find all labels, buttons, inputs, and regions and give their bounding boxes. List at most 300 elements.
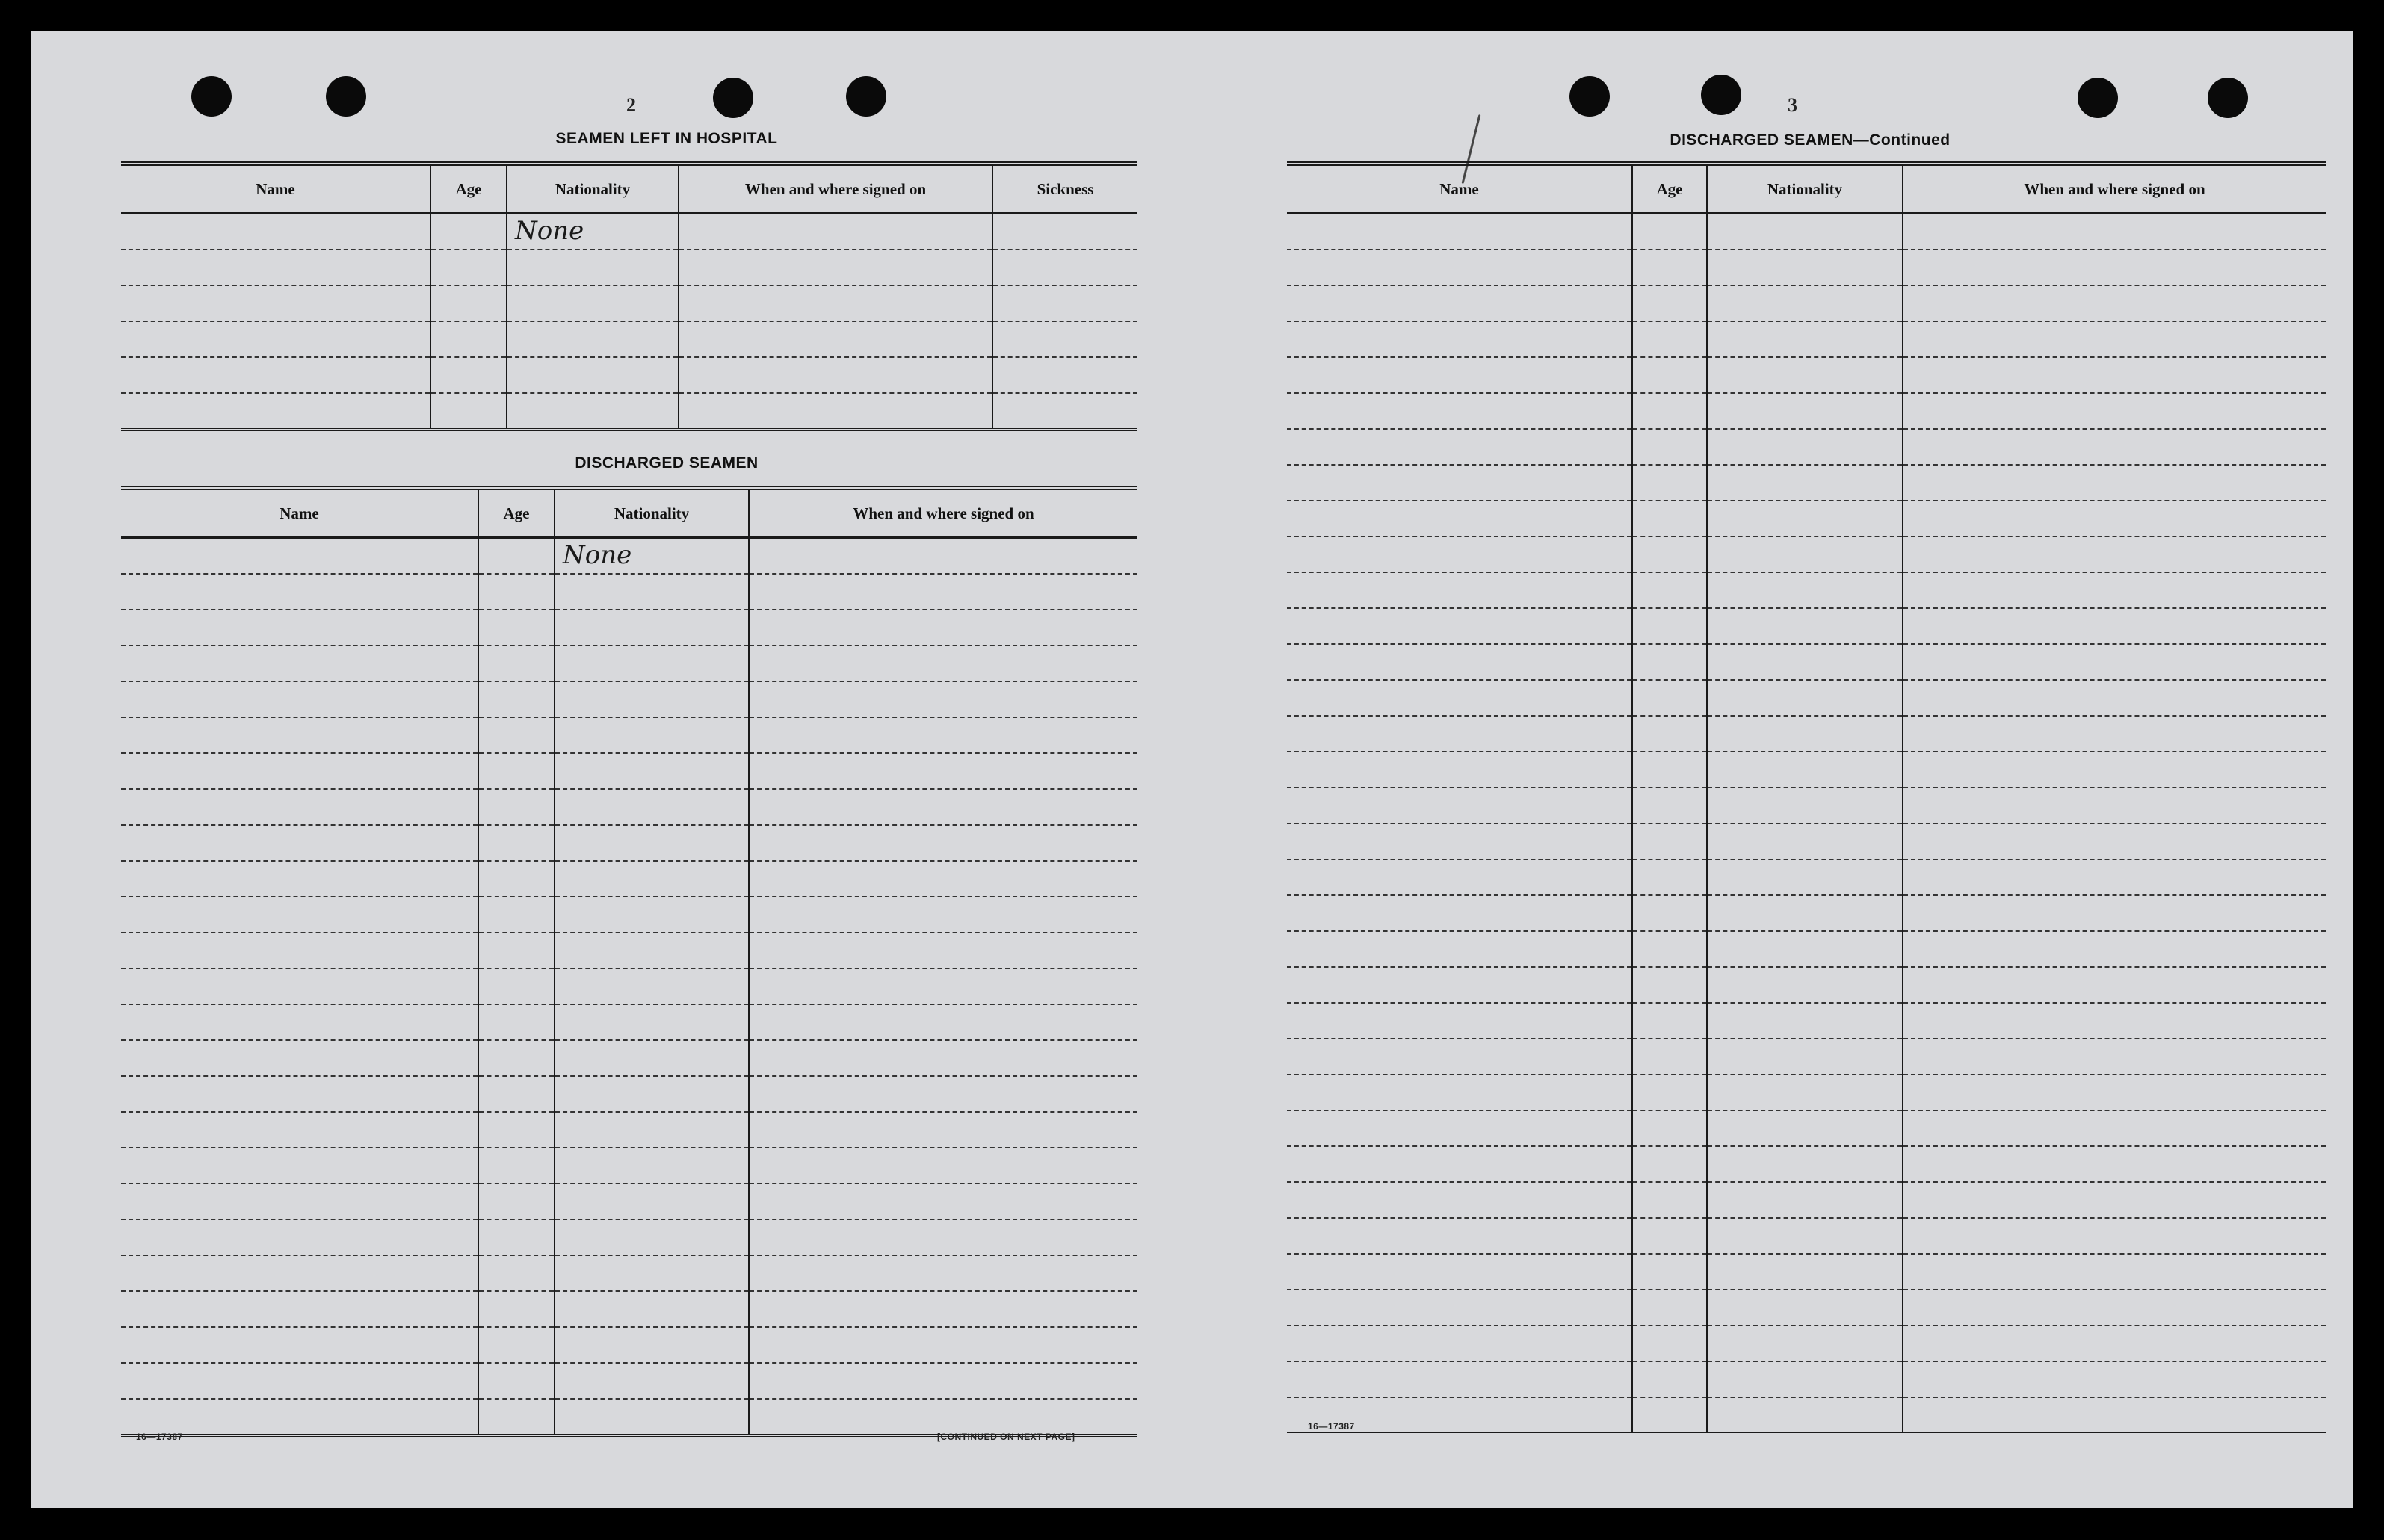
table-cell	[992, 214, 1137, 250]
table-cell	[121, 1184, 478, 1219]
table-row	[121, 681, 1137, 717]
table-cell	[555, 717, 749, 753]
table-cell	[121, 1040, 478, 1076]
table-cell	[749, 1040, 1137, 1076]
table-row	[121, 861, 1137, 897]
table-cell	[555, 574, 749, 610]
table-row	[1287, 1254, 2326, 1290]
table-cell	[749, 1184, 1137, 1219]
table-row	[1287, 214, 2326, 250]
table-cell	[1707, 501, 1903, 536]
table-cell	[121, 610, 478, 646]
table-cell	[555, 897, 749, 933]
table-cell	[1707, 931, 1903, 967]
table-cell	[749, 1076, 1137, 1112]
table-cell	[679, 357, 992, 393]
table-row	[1287, 788, 2326, 823]
table-cell	[1707, 716, 1903, 752]
table-row	[1287, 1326, 2326, 1361]
table-row	[121, 1219, 1137, 1255]
table-cell	[507, 250, 679, 285]
table-cell	[121, 825, 478, 861]
table-cell	[1287, 465, 1632, 501]
table-cell	[478, 897, 555, 933]
table-row	[1287, 823, 2326, 859]
table-cell	[1903, 214, 2326, 250]
table-cell	[555, 681, 749, 717]
table-row	[121, 1327, 1137, 1363]
table-cell	[1287, 1290, 1632, 1326]
table-cell	[1903, 250, 2326, 285]
table-cell	[1707, 536, 1903, 572]
table-cell	[1632, 572, 1707, 608]
table-row	[1287, 429, 2326, 465]
table-cell	[121, 250, 430, 285]
table-cell	[478, 933, 555, 968]
table-cell	[478, 1040, 555, 1076]
table-cell	[749, 753, 1137, 789]
table-cell	[121, 1076, 478, 1112]
table-cell	[1707, 823, 1903, 859]
table-cell	[555, 861, 749, 897]
table-cell	[1287, 1361, 1632, 1397]
column-header-name: Name	[1287, 164, 1632, 214]
table-cell	[121, 357, 430, 393]
table-cell	[1632, 357, 1707, 393]
table-cell	[555, 789, 749, 825]
table-cell	[121, 861, 478, 897]
table-cell	[478, 610, 555, 646]
table-cell	[1903, 716, 2326, 752]
table-cell	[1632, 967, 1707, 1003]
table-cell	[1632, 1290, 1707, 1326]
table-cell	[1707, 1397, 1903, 1434]
table-cell	[478, 646, 555, 681]
table-cell	[749, 646, 1137, 681]
table-cell	[749, 1148, 1137, 1184]
table-row	[121, 1148, 1137, 1184]
table-cell	[749, 681, 1137, 717]
table-row	[1287, 859, 2326, 895]
table-cell	[749, 968, 1137, 1004]
table-cell	[121, 285, 430, 321]
table-cell	[121, 933, 478, 968]
column-header-sickness: Sickness	[992, 164, 1137, 214]
table-row	[121, 717, 1137, 753]
table-cell	[430, 321, 507, 357]
hospital-section-title: SEAMEN LEFT IN HOSPITAL	[555, 130, 778, 147]
table-cell	[507, 285, 679, 321]
table-row	[121, 1004, 1137, 1040]
table-cell	[1903, 644, 2326, 680]
table-row	[121, 968, 1137, 1004]
table-cell	[121, 681, 478, 717]
table-cell	[1287, 644, 1632, 680]
table-cell	[1707, 644, 1903, 680]
table-cell	[555, 825, 749, 861]
column-header-age: Age	[478, 488, 555, 538]
table-row	[121, 393, 1137, 430]
discharged-section-title: DISCHARGED SEAMEN	[575, 454, 759, 471]
table-row	[121, 753, 1137, 789]
table-cell	[555, 1040, 749, 1076]
table-cell	[1287, 1182, 1632, 1218]
table-row	[121, 1255, 1137, 1291]
table-row	[121, 1363, 1137, 1399]
discharged-header-row	[121, 488, 1137, 538]
table-row	[1287, 752, 2326, 788]
table-cell	[1632, 250, 1707, 285]
table-cell	[555, 1112, 749, 1148]
table-cell	[1903, 1254, 2326, 1290]
table-row	[1287, 250, 2326, 285]
table-cell	[1903, 931, 2326, 967]
table-cell	[555, 1327, 749, 1363]
table-cell	[1707, 1361, 1903, 1397]
table-cell	[1707, 752, 1903, 788]
table-cell	[1707, 788, 1903, 823]
table-cell	[121, 1255, 478, 1291]
table-cell	[1903, 1182, 2326, 1218]
column-header-age: Age	[430, 164, 507, 214]
table-row	[1287, 680, 2326, 716]
continued-header-row	[1287, 164, 2326, 214]
table-row	[1287, 572, 2326, 608]
table-row	[1287, 1003, 2326, 1039]
table-row	[1287, 967, 2326, 1003]
table-cell	[1707, 1074, 1903, 1110]
table-cell	[121, 393, 430, 430]
table-cell	[121, 753, 478, 789]
table-cell	[430, 214, 507, 250]
column-header-name: Name	[121, 488, 478, 538]
page-number-left: 2	[626, 94, 636, 116]
table-cell	[1903, 429, 2326, 465]
table-cell	[1707, 608, 1903, 644]
table-row	[1287, 501, 2326, 536]
table-cell	[121, 1399, 478, 1435]
table-cell	[478, 1291, 555, 1327]
table-cell	[1903, 393, 2326, 429]
punch-hole	[2078, 78, 2118, 118]
table-cell	[478, 717, 555, 753]
table-cell	[1632, 788, 1707, 823]
table-cell	[1287, 1254, 1632, 1290]
table-cell	[1632, 608, 1707, 644]
table-cell	[1707, 285, 1903, 321]
table-cell	[507, 214, 679, 250]
table-cell	[555, 1363, 749, 1399]
table-cell	[1287, 214, 1632, 250]
table-cell	[1707, 465, 1903, 501]
table-cell	[1287, 859, 1632, 895]
table-cell	[478, 825, 555, 861]
table-cell	[1707, 680, 1903, 716]
table-cell	[1707, 967, 1903, 1003]
table-cell	[992, 285, 1137, 321]
table-cell	[121, 897, 478, 933]
table-row	[121, 610, 1137, 646]
table-cell	[121, 1219, 478, 1255]
table-cell	[555, 1399, 749, 1435]
table-cell	[1632, 501, 1707, 536]
table-cell	[121, 574, 478, 610]
table-row	[1287, 321, 2326, 357]
table-cell	[1632, 1182, 1707, 1218]
table-row	[121, 214, 1137, 250]
table-cell	[1287, 501, 1632, 536]
table-row	[1287, 1110, 2326, 1146]
table-row	[1287, 931, 2326, 967]
table-cell	[555, 646, 749, 681]
table-cell	[1707, 357, 1903, 393]
table-cell	[478, 1148, 555, 1184]
table-cell	[1632, 716, 1707, 752]
table-row	[121, 1112, 1137, 1148]
table-cell	[478, 1219, 555, 1255]
table-row	[1287, 1182, 2326, 1218]
table-cell	[1903, 967, 2326, 1003]
table-cell	[507, 321, 679, 357]
table-row	[121, 1399, 1137, 1435]
table-cell	[749, 1219, 1137, 1255]
table-cell	[1903, 465, 2326, 501]
table-cell	[1903, 536, 2326, 572]
form-code-left: 16—17387	[136, 1432, 183, 1442]
table-cell	[507, 357, 679, 393]
table-cell	[749, 610, 1137, 646]
column-header-signed-on: When and where signed on	[749, 488, 1137, 538]
table-cell	[555, 1219, 749, 1255]
table-cell	[478, 1363, 555, 1399]
table-cell	[1287, 1146, 1632, 1182]
table-cell	[1632, 1039, 1707, 1074]
table-cell	[1287, 931, 1632, 967]
table-cell	[121, 1291, 478, 1327]
table-cell	[749, 574, 1137, 610]
table-cell	[478, 789, 555, 825]
table-cell	[1632, 1218, 1707, 1254]
page-number-right: 3	[1788, 94, 1797, 116]
table-row	[1287, 1218, 2326, 1254]
column-header-nationality: Nationality	[1707, 164, 1903, 214]
table-cell	[1903, 357, 2326, 393]
table-cell	[1903, 823, 2326, 859]
table-cell	[555, 753, 749, 789]
table-cell	[1632, 859, 1707, 895]
table-cell	[1903, 1146, 2326, 1182]
table-cell	[1903, 1218, 2326, 1254]
table-cell	[555, 1148, 749, 1184]
table-cell	[1632, 680, 1707, 716]
table-cell	[1903, 1110, 2326, 1146]
table-cell	[1707, 250, 1903, 285]
table-cell	[1287, 1074, 1632, 1110]
table-cell	[992, 321, 1137, 357]
table-cell	[1632, 1003, 1707, 1039]
table-row	[1287, 1361, 2326, 1397]
table-cell	[1287, 895, 1632, 931]
table-cell	[121, 321, 430, 357]
table-cell	[507, 393, 679, 430]
table-cell	[1287, 823, 1632, 859]
punch-hole	[2208, 78, 2248, 118]
table-cell	[1707, 1254, 1903, 1290]
table-cell	[1287, 250, 1632, 285]
table-cell	[555, 538, 749, 575]
table-cell	[1903, 572, 2326, 608]
table-cell	[1632, 465, 1707, 501]
table-cell	[1707, 859, 1903, 895]
table-cell	[555, 968, 749, 1004]
table-cell	[1287, 1218, 1632, 1254]
column-header-signed-on: When and where signed on	[1903, 164, 2326, 214]
table-cell	[679, 393, 992, 430]
table-cell	[1707, 429, 1903, 465]
discharged-table	[121, 486, 1137, 1437]
table-cell	[1707, 1290, 1903, 1326]
table-cell	[749, 825, 1137, 861]
table-row	[1287, 393, 2326, 429]
table-cell	[1287, 1326, 1632, 1361]
table-row	[121, 897, 1137, 933]
punch-hole	[191, 76, 232, 117]
table-row	[1287, 1397, 2326, 1434]
table-cell	[1707, 1039, 1903, 1074]
table-cell	[121, 538, 478, 575]
punch-hole	[326, 76, 366, 117]
punch-hole	[1701, 75, 1741, 115]
table-cell	[121, 1363, 478, 1399]
table-cell	[478, 1184, 555, 1219]
table-cell	[1632, 1397, 1707, 1434]
table-cell	[430, 357, 507, 393]
table-cell	[1707, 214, 1903, 250]
hospital-header-row	[121, 164, 1137, 214]
table-row	[121, 933, 1137, 968]
table-cell	[478, 1076, 555, 1112]
table-row	[121, 250, 1137, 285]
table-cell	[749, 1363, 1137, 1399]
table-cell	[1903, 680, 2326, 716]
table-cell	[1287, 1003, 1632, 1039]
table-cell	[679, 214, 992, 250]
table-row	[1287, 895, 2326, 931]
table-cell	[1903, 501, 2326, 536]
table-cell	[1903, 752, 2326, 788]
table-cell	[1287, 357, 1632, 393]
table-cell	[555, 1184, 749, 1219]
table-cell	[478, 1112, 555, 1148]
form-code-right: 16—17387	[1308, 1421, 1355, 1432]
column-header-nationality: Nationality	[555, 488, 749, 538]
table-cell	[1903, 1326, 2326, 1361]
table-cell	[555, 610, 749, 646]
table-cell	[1632, 1254, 1707, 1290]
table-row	[1287, 357, 2326, 393]
table-cell	[1632, 1146, 1707, 1182]
table-cell	[1632, 752, 1707, 788]
table-cell	[478, 574, 555, 610]
table-cell	[1707, 1003, 1903, 1039]
table-cell	[1287, 429, 1632, 465]
table-cell	[1287, 1039, 1632, 1074]
table-cell	[1287, 393, 1632, 429]
table-cell	[1903, 1361, 2326, 1397]
table-cell	[1632, 536, 1707, 572]
table-cell	[121, 968, 478, 1004]
table-cell	[555, 1076, 749, 1112]
table-cell	[1903, 1290, 2326, 1326]
table-cell	[749, 717, 1137, 753]
table-row	[121, 1076, 1137, 1112]
table-cell	[749, 1291, 1137, 1327]
table-cell	[1707, 321, 1903, 357]
table-cell	[1903, 1039, 2326, 1074]
table-cell	[1632, 285, 1707, 321]
table-cell	[478, 968, 555, 1004]
table-cell	[749, 933, 1137, 968]
table-cell	[1632, 1110, 1707, 1146]
table-cell	[679, 321, 992, 357]
form-sheet	[31, 31, 2353, 1508]
table-cell	[478, 1327, 555, 1363]
table-cell	[1287, 285, 1632, 321]
table-row	[1287, 536, 2326, 572]
table-cell	[478, 861, 555, 897]
table-cell	[1287, 1110, 1632, 1146]
table-cell	[430, 285, 507, 321]
table-cell	[1707, 895, 1903, 931]
table-cell	[478, 753, 555, 789]
table-cell	[749, 1004, 1137, 1040]
table-cell	[1707, 1146, 1903, 1182]
table-cell	[1632, 1361, 1707, 1397]
column-header-nationality: Nationality	[507, 164, 679, 214]
table-cell	[1707, 1182, 1903, 1218]
table-cell	[992, 357, 1137, 393]
table-row	[121, 789, 1137, 825]
table-cell	[1632, 823, 1707, 859]
table-row	[121, 357, 1137, 393]
table-cell	[121, 1004, 478, 1040]
table-cell	[1632, 429, 1707, 465]
table-cell	[1632, 895, 1707, 931]
table-row	[121, 825, 1137, 861]
punch-hole	[713, 78, 753, 118]
table-cell	[1287, 536, 1632, 572]
table-cell	[1903, 321, 2326, 357]
handwritten-entry: None	[515, 216, 584, 246]
table-cell	[121, 214, 430, 250]
table-cell	[1707, 1218, 1903, 1254]
table-cell	[1632, 1074, 1707, 1110]
table-row	[121, 1184, 1137, 1219]
table-cell	[1903, 285, 2326, 321]
table-row	[1287, 608, 2326, 644]
table-cell	[121, 1148, 478, 1184]
table-cell	[1287, 788, 1632, 823]
table-cell	[1707, 1326, 1903, 1361]
table-row	[1287, 285, 2326, 321]
table-cell	[749, 1399, 1137, 1435]
table-cell	[1287, 572, 1632, 608]
table-cell	[121, 1327, 478, 1363]
table-cell	[749, 1327, 1137, 1363]
table-row	[1287, 1074, 2326, 1110]
table-cell	[478, 1399, 555, 1435]
continued-note: [CONTINUED ON NEXT PAGE]	[937, 1432, 1075, 1442]
